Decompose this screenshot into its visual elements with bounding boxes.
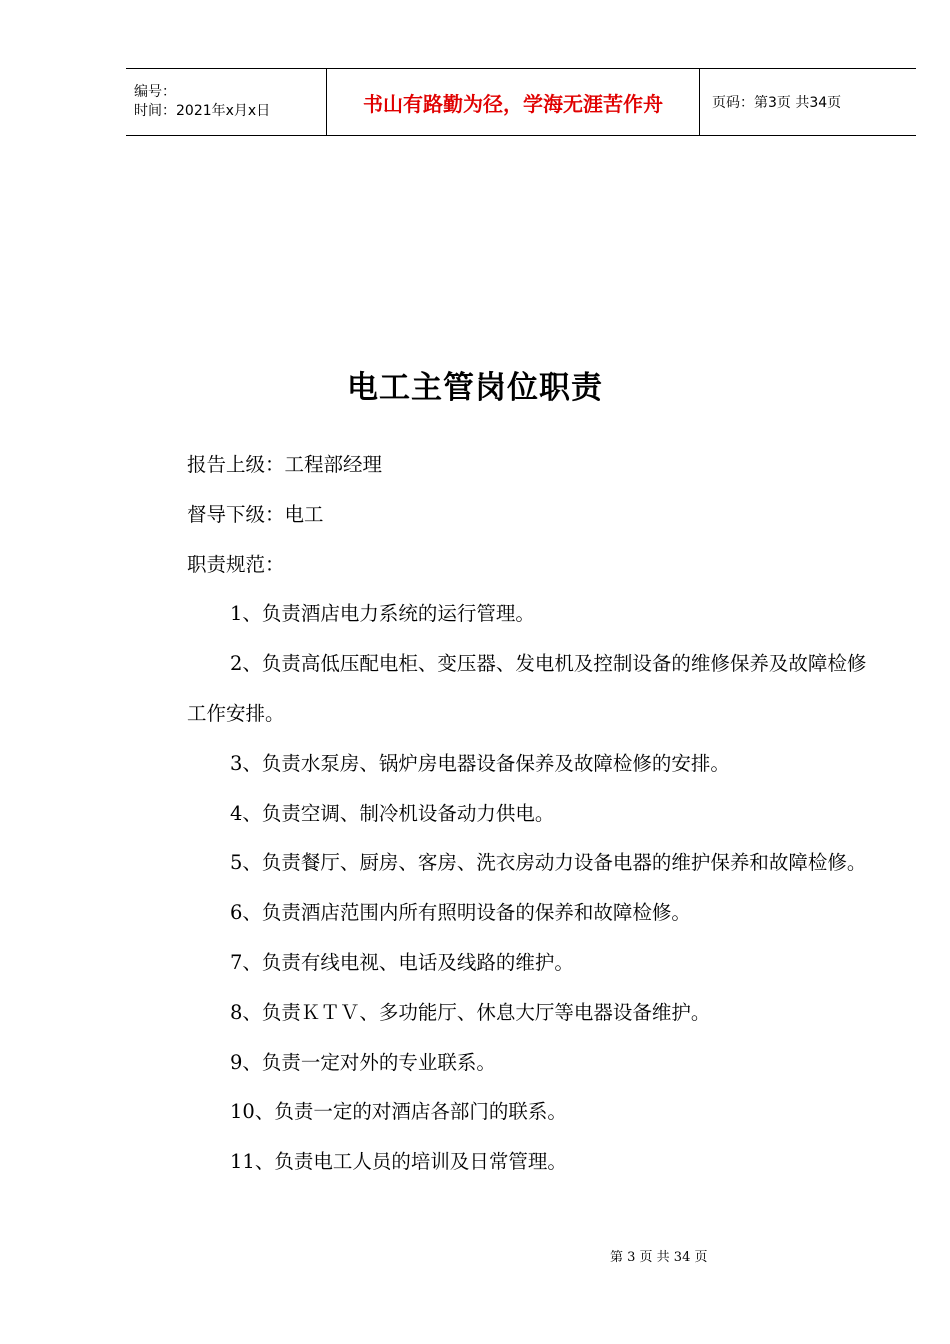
duties-label: 职责规范： xyxy=(187,552,285,576)
duty-item: 11、负责电工人员的培训及日常管理。 xyxy=(230,1150,567,1174)
page-info-text: 页码：第3页 共34页 xyxy=(712,95,842,111)
footer-page-number: 第 3 页 共 34 页 xyxy=(610,1250,708,1265)
slogan-text: 书山有路勤为径，学海无涯苦作舟 xyxy=(363,91,663,116)
supervise-line: 督导下级：电工 xyxy=(187,502,324,526)
duty-item: 8、负责ＫＴＶ、多功能厅、休息大厅等电器设备维护。 xyxy=(230,1000,711,1024)
report-to-line: 报告上级：工程部经理 xyxy=(187,453,383,476)
duty-item: 7、负责有线电视、电话及线路的维护。 xyxy=(230,950,574,974)
document-body xyxy=(187,440,867,1187)
page-header xyxy=(126,68,916,136)
duty-item: 5、负责餐厅、厨房、客房、洗衣房动力设备电器的维护保养和故障检修。 xyxy=(230,851,867,875)
duty-item: 4、负责空调、制冷机设备动力供电。 xyxy=(230,801,555,825)
duty-item: 2、负责高低压配电柜、变压器、发电机及控制设备的维修保养及故障检修工作安排。 xyxy=(187,652,867,725)
header-page-info xyxy=(700,69,916,135)
duty-item: 1、负责酒店电力系统的运行管理。 xyxy=(230,602,535,626)
document-title: 电工主管岗位职责 xyxy=(347,370,603,406)
duty-item: 3、负责水泵房、锅炉房电器设备保养及故障检修的安排。 xyxy=(230,751,730,775)
time-label: 时间：2021年x月x日 xyxy=(134,103,271,119)
header-slogan xyxy=(327,69,700,135)
number-label: 编号： xyxy=(134,84,176,100)
duty-item: 9、负责一定对外的专业联系。 xyxy=(230,1050,496,1074)
duty-item: 6、负责酒店范围内所有照明设备的保养和故障检修。 xyxy=(230,901,691,925)
duty-item: 10、负责一定的对酒店各部门的联系。 xyxy=(230,1100,567,1124)
header-meta xyxy=(126,69,327,135)
